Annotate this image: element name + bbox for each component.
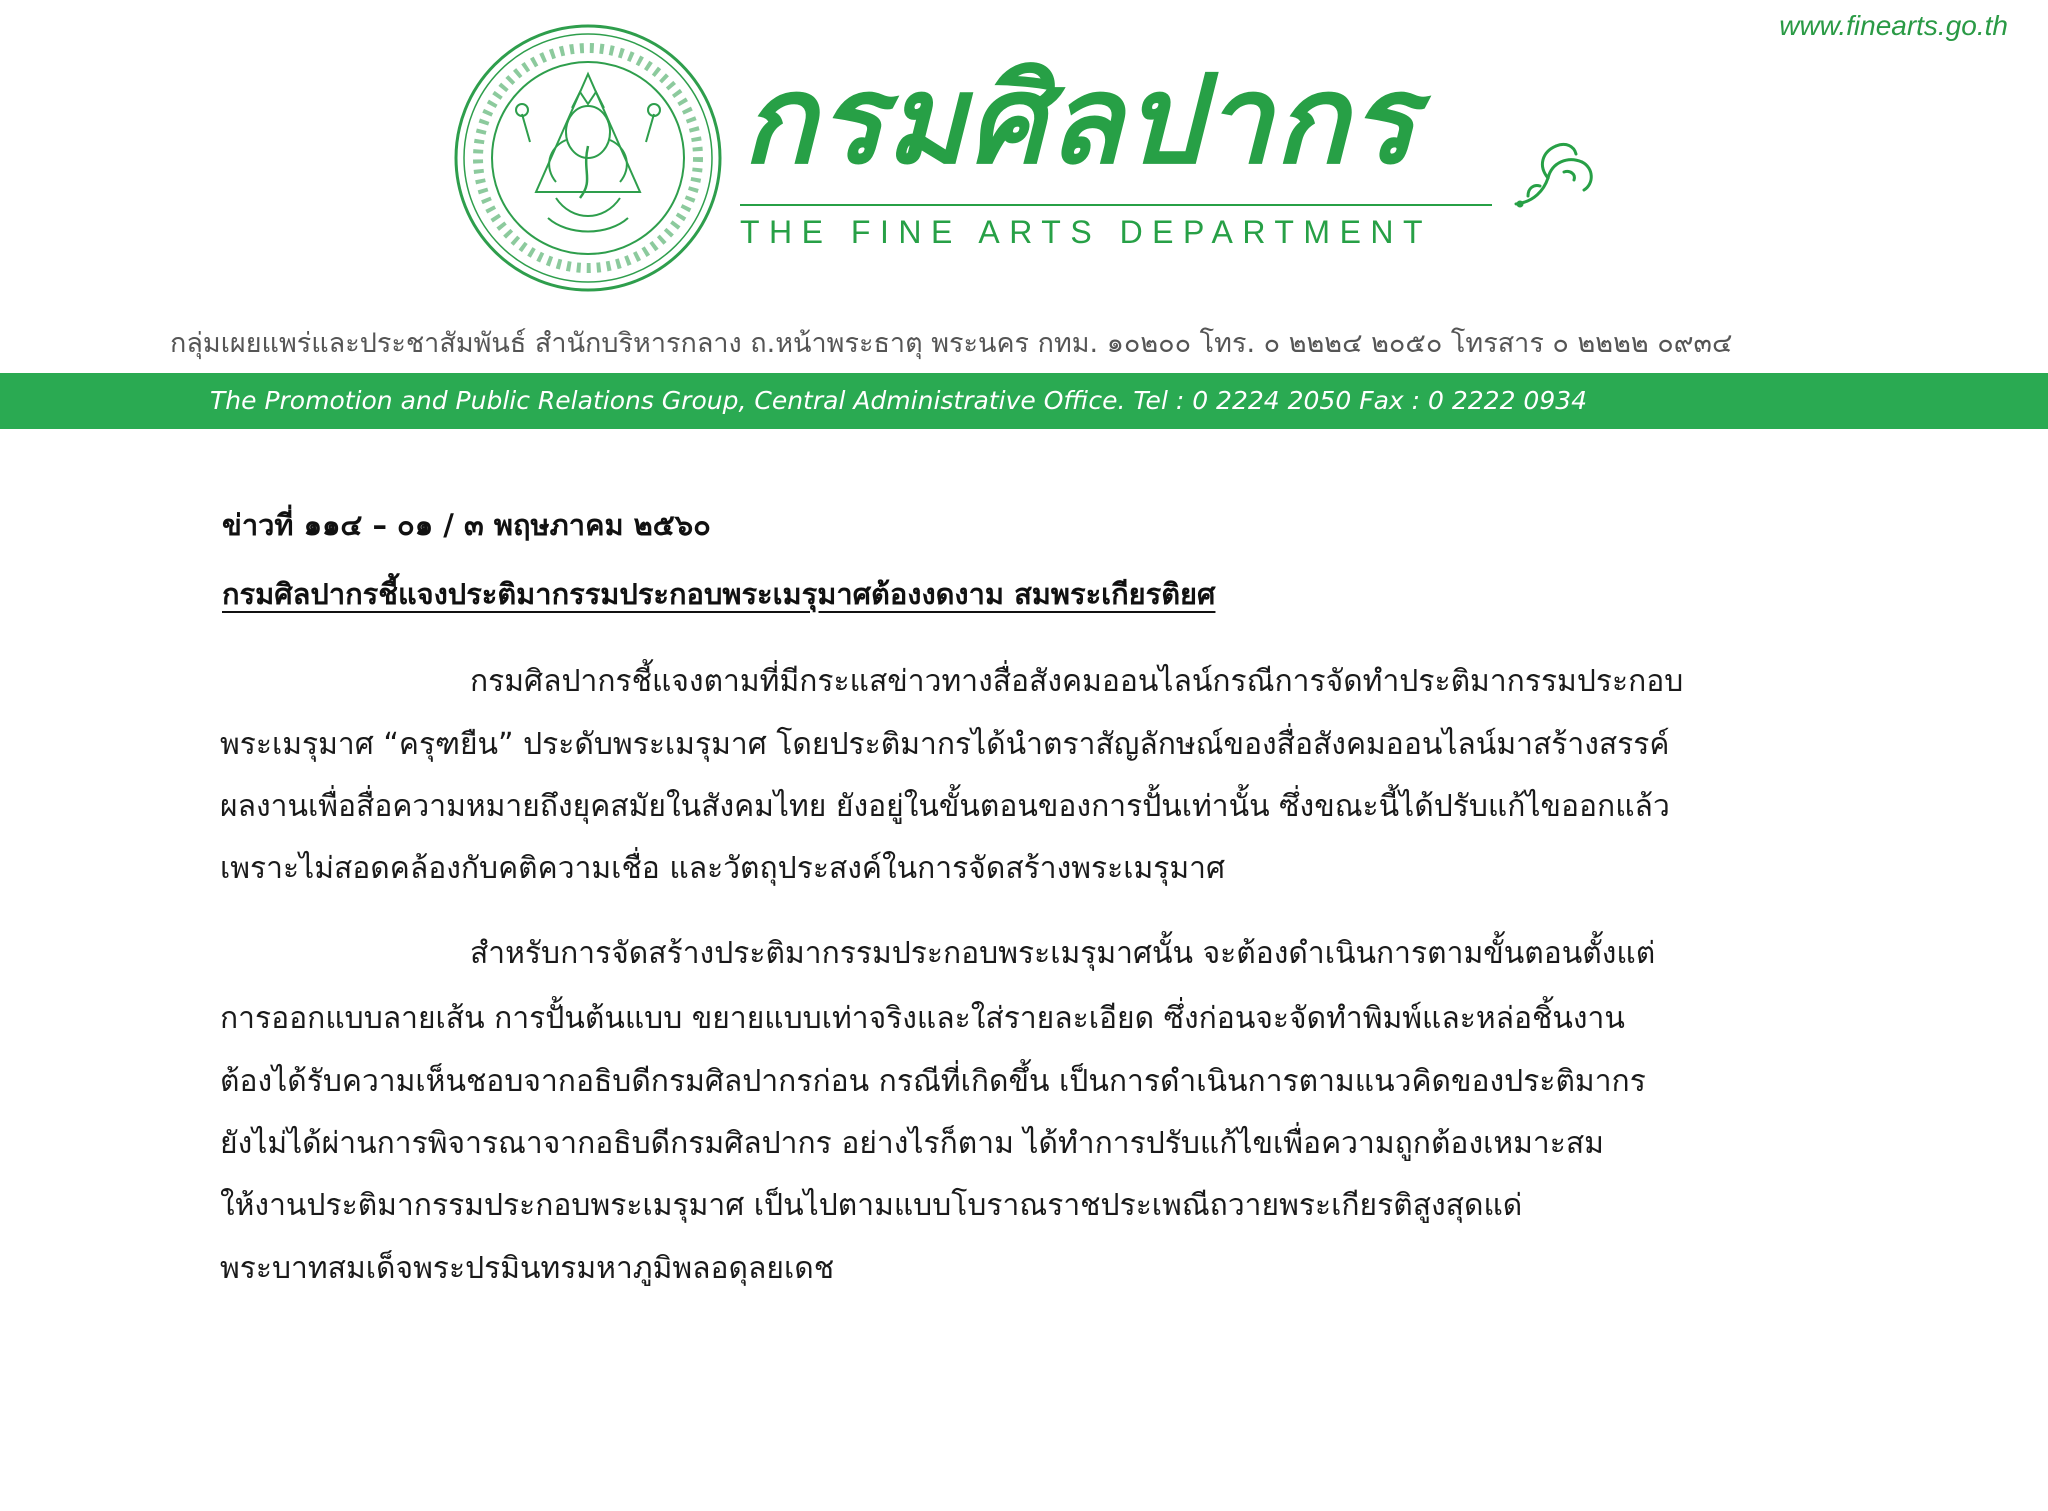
paragraph-2-line-6: พระบาทสมเด็จพระปรมินทรมหาภูมิพลอดุลยเดช [220, 1251, 835, 1286]
paragraph-2-line-3: ต้องได้รับความเห็นชอบจากอธิบดีกรมศิลปากรก่อน กรณีที่เกิดขึ้น เป็นการดำเนินการตามแนวคิดของประติมากร [220, 1064, 1646, 1099]
paragraph-1-line-2: พระเมรุมาศ “ครุฑยืน” ประดับพระเมรุมาศ โดยประติมากรได้นำตราสัญลักษณ์ของสื่อสังคมออนไลน์มาสร้างสรรค์ [220, 727, 1670, 762]
contact-banner-text: The Promotion and Public Relations Group, Central Administrative Office. Tel : 0 2224 2050 Fax : 0 2222 0934 [210, 386, 1588, 415]
news-headline: กรมศิลปากรชี้แจงประติมากรรมประกอบพระเมรุมาศต้องงดงาม สมพระเกียรติยศ [222, 577, 1216, 611]
paragraph-2-line-4: ยังไม่ได้ผ่านการพิจารณาจากอธิบดีกรมศิลปากร อย่างไรก็ตาม ได้ทำการปรับแก้ไขเพื่อความถูกต้องเหมาะสม [220, 1126, 1604, 1161]
department-name-thai: กรมศิลปากร [742, 49, 1418, 191]
ganesha-seal-icon [452, 22, 724, 294]
thai-kanok-flourish-icon [1508, 132, 1600, 218]
title-divider [740, 204, 1492, 206]
paragraph-1-line-1: กรมศิลปากรชี้แจงตามที่มีกระแสข่าวทางสื่อสังคมออนไลน์กรณีการจัดทำประติมากรรมประกอบ [470, 664, 1684, 699]
paragraph-1-line-4: เพราะไม่สอดคล้องกับคติความเชื่อ และวัตถุประสงค์ในการจัดสร้างพระเมรุมาศ [220, 851, 1226, 886]
website-url[interactable]: www.finearts.go.th [1779, 10, 2008, 41]
paragraph-2-line-2: การออกแบบลายเส้น การปั้นต้นแบบ ขยายแบบเท่าจริงและใส่รายละเอียด ซึ่งก่อนจะจัดทำพิมพ์และหล่อชิ้นงาน [220, 1001, 1625, 1036]
paragraph-2-line-1: สำหรับการจัดสร้างประติมากรรมประกอบพระเมรุมาศนั้น จะต้องดำเนินการตามขั้นตอนตั้งแต่ [470, 936, 1656, 971]
department-name-english: THE FINE ARTS DEPARTMENT [740, 214, 1433, 250]
news-number-date: ข่าวที่ ๑๑๔ – ๐๑ / ๓ พฤษภาคม ๒๕๖๐ [222, 508, 711, 542]
office-address-thai: กลุ่มเผยแพร่และประชาสัมพันธ์ สำนักบริหารกลาง ถ.หน้าพระธาตุ พระนคร กทม. ๑๐๒๐๐ โทร. ๐ ๒๒๒๔ ๒๐๕๐ โทรสาร ๐ ๒๒๒๒ ๐๙๓๔ [170, 328, 1733, 359]
paragraph-2-line-5: ให้งานประติมากรรมประกอบพระเมรุมาศ เป็นไปตามแบบโบราณราชประเพณีถวายพระเกียรติสูงสุดแด่ [220, 1188, 1523, 1223]
paragraph-1-line-3: ผลงานเพื่อสื่อความหมายถึงยุคสมัยในสังคมไทย ยังอยู่ในขั้นตอนของการปั้นเท่านั้น ซึ่งขณะนี้ได้ปรับแก้ไขออกแล้ว [220, 789, 1670, 824]
